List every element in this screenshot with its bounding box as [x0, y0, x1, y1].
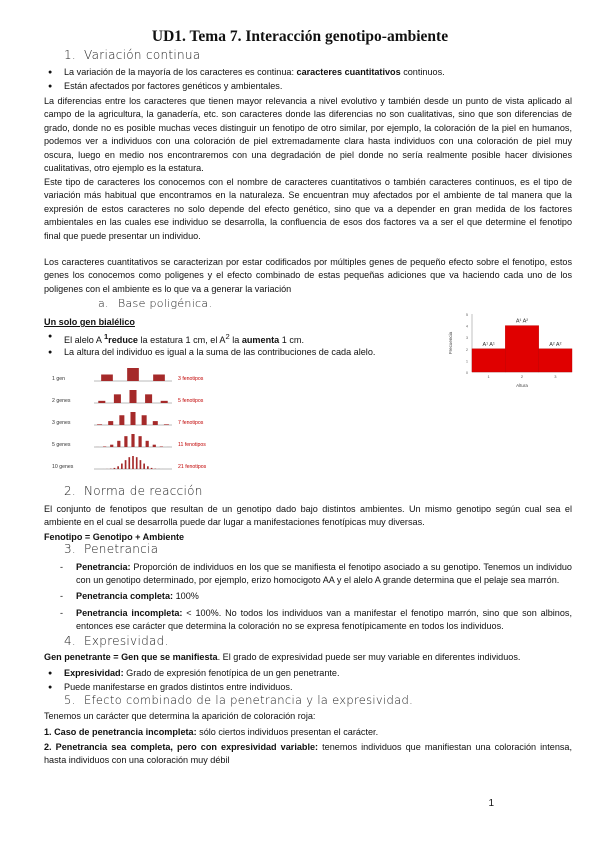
- distribution-bar: [145, 394, 152, 403]
- item-penetrancia: - Penetrancia: Proporción de individuos en los que se manifiesta el fenotipo asociado a su genotipo. Tenemos un individuo con un genotipo determinado, por ejemplo, erizo homocigoto AA y el alelo A grande determina que el pelaje sea marrón.: [76, 561, 572, 588]
- phenotype-count-label: 5 fenotipos: [178, 398, 204, 404]
- distribution-bar: [98, 401, 105, 403]
- y-tick-label: 0: [466, 371, 468, 375]
- distribution-bar: [153, 375, 165, 382]
- distribution-bar: [129, 390, 136, 403]
- bar-label: A¹ A²: [515, 318, 529, 325]
- x-tick-label: 2: [520, 374, 524, 379]
- distribution-bar: [153, 445, 156, 447]
- bar-label: A² A²: [549, 341, 562, 348]
- section-heading-efecto-combinado: 5. Efecto combinado de la penetrancia y la expresividad.: [64, 693, 414, 707]
- y-tick-label: 3: [466, 336, 468, 341]
- distribution-bar: [124, 436, 127, 447]
- distribution-bar: [128, 457, 130, 469]
- gene-count-label: 1 gen: [52, 376, 65, 382]
- phenotype-count-label: 11 fenotipos: [178, 442, 206, 448]
- distribution-bar: [97, 424, 102, 425]
- bar-label: A¹ A¹: [482, 341, 495, 348]
- bullet-alelo-efecto: ● El alelo A $^1$reduce la estatura 1 cm, el $A^2$ la aumenta 1 cm.: [64, 330, 424, 347]
- bullet-factores: ● Están afectados por factores genéticos y ambientales.: [64, 80, 564, 93]
- distribution-bar: [127, 368, 139, 381]
- bullet-altura-suma: ● La altura del individuo es igual a la suma de las contribuciones de cada alelo.: [64, 346, 424, 359]
- distribution-bar: [138, 436, 141, 447]
- distribution-bar: [140, 460, 142, 469]
- distribution-bar: [131, 434, 134, 447]
- section-heading-expresividad: 4. Expresividad.: [64, 634, 169, 648]
- y-tick-label: 5: [466, 313, 468, 317]
- distribution-bar: [119, 415, 124, 425]
- distribution-bar: [160, 446, 163, 447]
- distribution-bar: [142, 415, 147, 425]
- paragraph-diferencias: La diferencias entre los caracteres que tienen mayor relevancia a nivel evolutivo y también desde un punto de vista aplicado al campo de la agricultura, la ganadería, etc. son caracteres donde las diferencias no son cualitativas, sino que son diferencias de grado, donde no es posible muchas veces distinguir un fenotipo de otro similar, por ejemplo, la coloración de la piel en humanos, podemos ver a individuos con una coloración de piel extremadamente clara hasta individuos con una coloración de piel muy oscura, luego en medio nos encontraremos con una degradación de piel donde no sería realmente posible hacer divisiones cualitativas, otro ejemplo es la estatura.: [44, 96, 572, 174]
- distribution-bar: [110, 445, 113, 447]
- bar: [472, 349, 505, 372]
- y-tick-label: 2: [466, 347, 468, 352]
- paragraph-tipo-caracteres: Este tipo de caracteres los conocemos con el nombre de caracteres cuantitativos o también caracteres continuos, es el tipo de variación más habitual que encontramos en la naturaleza. Se encuentran muy afectados por el ambiente de tal manera que la expresión de estos caracteres no solo depende del efecto genético, sino que va a depender en gran medida de los factores ambientales en las cuales ese individuo se desarrolla, la confluencia de esos dos factores va a ser el que determine el fenotipo final que puede presentar un individuo.: [44, 177, 572, 241]
- section-heading-norma-reaccion: 2. Norma de reacción: [64, 484, 203, 498]
- page-number: 1: [488, 797, 494, 809]
- distribution-bar: [143, 464, 145, 469]
- paragraph-norma-reaccion: El conjunto de fenotipos que resultan de un genotipo dado bajo distintos ambientes. Un mismo genotipo según cual sea el ambiente en el cual se desarrolla puede dar lugar a manifestaciones fenotípicas muy diversas.: [44, 504, 572, 528]
- gene-count-label: 5 genes: [52, 442, 71, 448]
- distribution-bar: [117, 441, 120, 447]
- distribution-bar: [101, 375, 113, 382]
- y-axis-label: Frecuencia: [448, 331, 453, 355]
- x-tick-label: 3: [554, 374, 557, 379]
- bar: [505, 326, 538, 372]
- gene-count-label: 10 genes: [52, 464, 74, 470]
- x-tick-label: 1: [487, 374, 490, 379]
- section-heading-variacion: 1. Variación continua: [64, 48, 201, 62]
- page-title: UD1. Tema 7. Interacción genotipo-ambiente: [151, 28, 449, 45]
- distribution-bar: [164, 424, 169, 425]
- paragraph-coloracion-roja: Tenemos un carácter que determina la aparición de coloración roja:: [44, 711, 316, 721]
- y-tick-label: 1: [466, 359, 468, 364]
- distribution-bar: [136, 457, 138, 469]
- section-heading-penetrancia: 3. Penetrancia: [64, 542, 159, 556]
- x-axis-label: Altura: [516, 383, 528, 388]
- distribution-bar: [114, 468, 116, 469]
- phenotype-count-label: 21 fenotipos: [178, 464, 207, 470]
- distribution-bar: [146, 441, 149, 447]
- distribution-bar: [117, 466, 119, 469]
- y-tick-label: 4: [466, 324, 468, 329]
- heading-un-solo-gen: Un solo gen bialélico: [44, 317, 135, 327]
- distribution-bar: [103, 446, 106, 447]
- bullet-expresividad: ● Expresividad: Grado de expresión fenotípica de un gen penetrante.: [64, 667, 564, 680]
- subsection-heading-base-poligenica: a. Base poligénica.: [98, 297, 213, 310]
- bullet-grados: ● Puede manifestarse en grados distintos entre individuos.: [64, 681, 564, 694]
- phenotype-count-label: 7 fenotipos: [178, 420, 204, 426]
- bullet-caracteres-cuantitativos: ● La variación de la mayoría de los caracteres es continua: caracteres cuantitativos continuos.: [64, 66, 564, 79]
- case-expresividad-variable: 2. Penetrancia sea completa, pero con expresividad variable: tenemos individuos que manifiestan una coloración intensa, hasta individuos con una coloración muy débil: [44, 742, 573, 766]
- gene-count-label: 2 genes: [52, 398, 71, 404]
- distribution-bar: [151, 468, 153, 469]
- distribution-bar: [132, 456, 134, 469]
- bar: [539, 349, 572, 372]
- distribution-bar: [108, 421, 113, 425]
- distribution-bar: [114, 394, 121, 403]
- item-penetrancia-completa: - Penetrancia completa: 100%: [76, 590, 572, 603]
- formula-fenotipo: Fenotipo = Genotipo + Ambiente: [44, 532, 185, 542]
- gene-count-label: 3 genes: [52, 420, 71, 426]
- item-penetrancia-incompleta: - Penetrancia incompleta: < 100%. No todos los individuos van a manifestar el fenotipo marrón, sino que son albinos, entonces ese carácter que determina la coloración no se expresa fenotípicamente en todos los individuos.: [76, 607, 572, 634]
- polygene-distribution-figure: [50, 364, 240, 476]
- distribution-bar: [161, 401, 168, 403]
- paragraph-poligenes: Los caracteres cuantitativos se caracterizan por estar codificados por múltiples genes de pequeño efecto sobre el fenotipo, estos genes los conocemos como poligenes y el efecto combinado de estas pequeñas adiciones que va haciendo cada uno de los poligenes con el ambiente es lo que va a generar la variación: [44, 257, 572, 294]
- distribution-bar: [130, 412, 135, 425]
- case-penetrancia-incompleta: 1. Caso de penetrancia incompleta: sólo ciertos individuos presentan el carácter.: [44, 727, 379, 737]
- distribution-bar: [153, 421, 158, 425]
- phenotype-count-label: 3 fenotipos: [178, 376, 204, 382]
- paragraph-gen-penetrante: Gen penetrante = Gen que se manifiesta. El grado de expresividad puede ser muy variable en diferentes individuos.: [44, 652, 521, 662]
- distribution-bar: [125, 460, 127, 469]
- distribution-bar: [147, 466, 149, 469]
- single-gene-chart: [440, 300, 580, 396]
- distribution-bar: [121, 464, 123, 469]
